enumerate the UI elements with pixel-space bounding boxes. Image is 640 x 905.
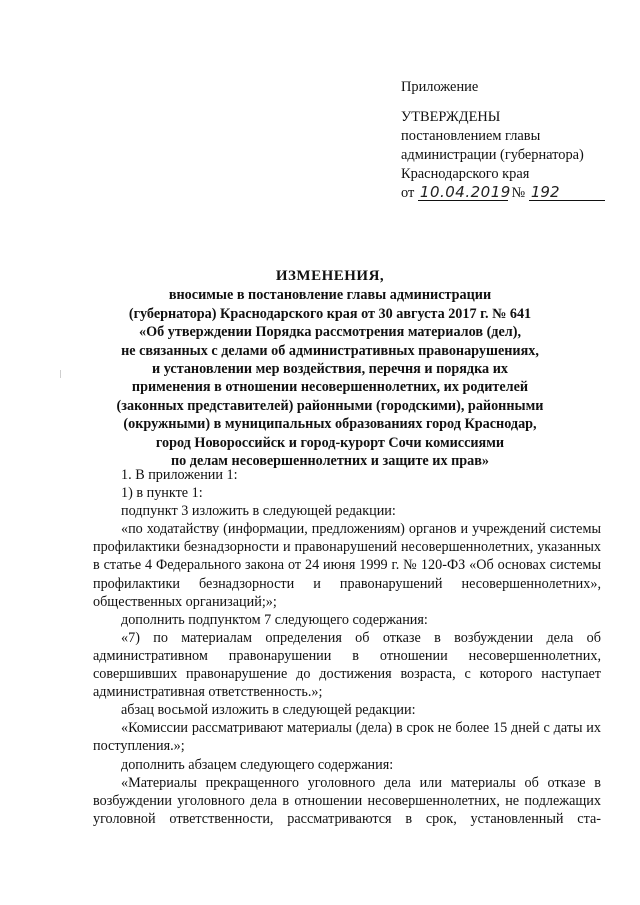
paragraph-2: 1) в пункте 1:	[121, 485, 203, 502]
approval-block	[401, 78, 621, 203]
title-line: (окружными) в муниципальных образованиях город Краснодар,	[123, 416, 537, 433]
title-line: и установлении мер воздействия, перечня и порядка их	[152, 361, 508, 378]
paragraph-4: «по ходатайству (информации, предложениям) органов и учреждений системы профилактики безнадзорности и правонарушений несовершеннолетних, указанных в статье 4 Федерального закона от 24 июня 1999 г. № 120-ФЗ «Об основах системы профилактики безнадзорности и правонарушений несовершеннолетних», общественных организаций;»;	[93, 521, 601, 610]
approval-line-3: Краснодарского края	[401, 166, 530, 182]
handwritten-number: 192	[529, 184, 605, 201]
document-title	[100, 267, 560, 470]
title-line: (губернатора) Краснодарского края от 30 августа 2017 г. № 641	[128, 305, 532, 322]
paragraph-5: дополнить подпунктом 7 следующего содержания:	[121, 611, 428, 628]
paragraph-3: подпункт 3 изложить в следующей редакции:	[121, 503, 396, 520]
title-heading: ИЗМЕНЕНИЯ,	[275, 268, 385, 284]
approval-line-2: администрации (губернатора)	[401, 147, 584, 163]
title-line: «Об утверждении Порядка рассмотрения материалов (дел),	[138, 324, 522, 341]
approval-line-1: постановлением главы	[401, 128, 541, 144]
paragraph-7: абзац восьмой изложить в следующей редакции:	[121, 702, 416, 719]
title-line: по делам несовершеннолетних и защите их прав»	[170, 453, 490, 470]
title-line: (законных представителей) районными (городскими), районными	[116, 397, 544, 414]
paragraph-6: «7) по материалам определения об отказе в возбуждении дела об административном правонарушении в отношении несовершеннолетних, совершивших правонарушение до достижения возраста, с которого наступает административная ответственность.»;	[93, 629, 601, 701]
approved-label: УТВЕРЖДЕНЫ	[401, 109, 501, 125]
paragraph-1: 1. В приложении 1:	[121, 467, 238, 483]
approval-date-line	[401, 184, 621, 203]
from-label: от	[401, 185, 415, 201]
title-line: вносимые в постановление главы администрации	[168, 287, 492, 304]
paragraph-8: «Комиссии рассматривают материалы (дела) в срок не более 15 дней с даты их поступления.»;	[93, 720, 601, 755]
handwritten-date: 10.04.2019	[419, 183, 511, 201]
number-label: №	[511, 185, 526, 201]
title-line: применения в отношении несовершеннолетних, их родителей	[131, 379, 529, 396]
title-line: не связанных с делами об административных правонарушениях,	[121, 342, 539, 359]
paragraph-10: «Материалы прекращенного уголовного дела или материалы об отказе в возбуждении уголовного дела в отношении несовершеннолетних, не подлежащих уголовной ответственности, рассматриваются в срок, установленный ста-	[93, 774, 601, 827]
paragraph-9: дополнить абзацем следующего содержания:	[121, 756, 394, 773]
appendix-label: Приложение	[401, 79, 479, 95]
document-body	[93, 466, 601, 828]
scan-mark	[60, 370, 61, 378]
title-line: город Новороссийск и город-курорт Сочи комиссиями	[155, 434, 505, 451]
